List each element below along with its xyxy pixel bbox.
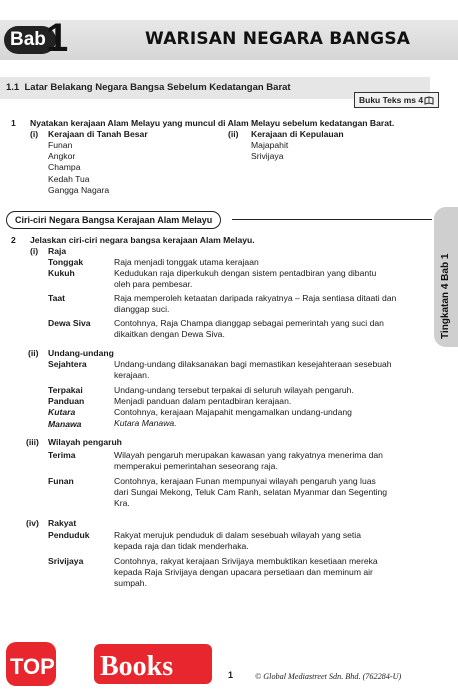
definition-line: sumpah. [114,578,147,588]
bab-number: 1 [46,16,69,60]
definition-line: oleh para pembesar. [114,279,193,289]
part-label: (i) [30,246,39,256]
list-item: Funan [48,140,73,150]
list-item: Majapahit [251,140,289,150]
section-heading: 1.1 Latar Belakang Negara Bangsa Sebelum Kedatangan Barat [6,82,291,93]
part-title: Raja [48,246,67,256]
definition-line: memperakui pemerintahan seseorang raja. [114,461,278,471]
part-title: Wilayah pengaruh [48,437,122,447]
term: Dewa Siva [48,318,91,328]
term: Tonggak [48,257,84,267]
topbooks-logo [6,636,226,692]
svg-text:Books: Books [100,651,174,682]
chapter-header [0,16,458,60]
term: Sejahtera [48,359,87,369]
definition-line: Kra. [114,498,130,508]
definition-line: Undang-undang tersebut terpakai di seluruh wilayah pengaruh. [114,385,354,395]
definition-line: Contohnya, rakyat kerajaan Srivijaya membuktikan kesetiaan mereka [114,556,378,566]
bab-word: Bab [10,29,46,50]
definition-line: kepada Raja Srivijaya dengan upacara persetiaan dan meminum air [114,567,373,577]
definition-line: Contohnya, Raja Champa dianggap sebagai pemerintah yang suci dan [114,318,384,328]
part-label: (iii) [26,437,39,447]
definition-line: dari Sungai Mekong, Teluk Cam Ranh, selatan Myanmar dan Segenting [114,487,388,497]
q1-number: 1 [11,118,16,128]
definition-line: Contohnya, kerajaan Funan mempunyai wilayah pengaruh yang luas [114,476,376,486]
definition-line: Raja memperoleh ketaatan daripada rakyatnya – Raja sentiasa ditaati dan [114,293,397,303]
subheading-rule [232,219,432,220]
definition-line: Kedudukan raja diperkukuh dengan sistem pentadbiran yang dibantu [114,268,377,278]
q2-question: Jelaskan ciri-ciri negara bangsa kerajaan Alam Melayu. [30,235,255,245]
subheading-box: Ciri-ciri Negara Bangsa Kerajaan Alam Melayu [6,211,221,229]
list-item: Kedah Tua [48,174,90,184]
term: Kutara Manawa [48,407,82,429]
svg-text:TOP: TOP [10,654,55,679]
q1-col2-label: (ii) [228,129,239,139]
side-tab [434,207,458,347]
definition-line: Contohnya, kerajaan Majapahit mengamalkan undang-undang [114,407,352,417]
side-tab-label: Tingkatan 4 Bab 1 [440,253,451,339]
definition-line: kerajaan. [114,370,150,380]
list-item: Srivijaya [251,151,284,161]
term: Terima [48,450,76,460]
chapter-title: WARISAN NEGARA BANGSA [145,29,411,49]
part-title: Undang-undang [48,348,114,358]
q2-number: 2 [11,235,16,245]
copyright-line: © Global Mediastreet Sdn. Bhd. (762284-U) [255,672,402,681]
term: Srivijaya [48,556,84,566]
definition-line: Menjadi panduan dalam pentadbiran kerajaan. [114,396,292,406]
definition-line: Rakyat merujuk penduduk di dalam sesebuah wilayah yang setia [114,530,361,540]
definition-line: Kutara Manawa. [114,418,177,428]
term: Penduduk [48,530,90,540]
part-label: (ii) [28,348,39,358]
term: Terpakai [48,385,83,395]
definition-line: Raja menjadi tonggak utama kerajaan [114,257,259,267]
q1-col1-label: (i) [30,129,39,139]
definition-line: Undang-undang dilaksanakan bagi memastikan kesejahteraan sesebuah [114,359,392,369]
list-item: Champa [48,162,81,172]
list-item: Angkor [48,151,76,161]
part-label: (iv) [26,518,39,528]
book-reference: Buku Teks ms 4 [354,92,439,108]
term: Taat [48,293,66,303]
q1-col2-heading: Kerajaan di Kepulauan [251,129,344,139]
term: Funan [48,476,74,486]
list-item: Gangga Nagara [48,185,110,195]
part-title: Rakyat [48,518,77,528]
term: Kukuh [48,268,75,278]
definition-line: dikaitkan dengan Dewa Siva. [114,329,225,339]
definition-line: kepada raja dan tidak menderhaka. [114,541,249,551]
definition-line: Wilayah pengaruh merupakan kawasan yang rakyatnya menerima dan [114,450,383,460]
q1-question: Nyatakan kerajaan Alam Melayu yang muncul di Alam Melayu sebelum kedatangan Barat. [30,118,395,128]
book-icon [424,96,434,105]
q1-col1-heading: Kerajaan di Tanah Besar [48,129,148,139]
definition-line: dianggap suci. [114,304,170,314]
page-number: 1 [228,670,234,680]
term: Panduan [48,396,85,406]
